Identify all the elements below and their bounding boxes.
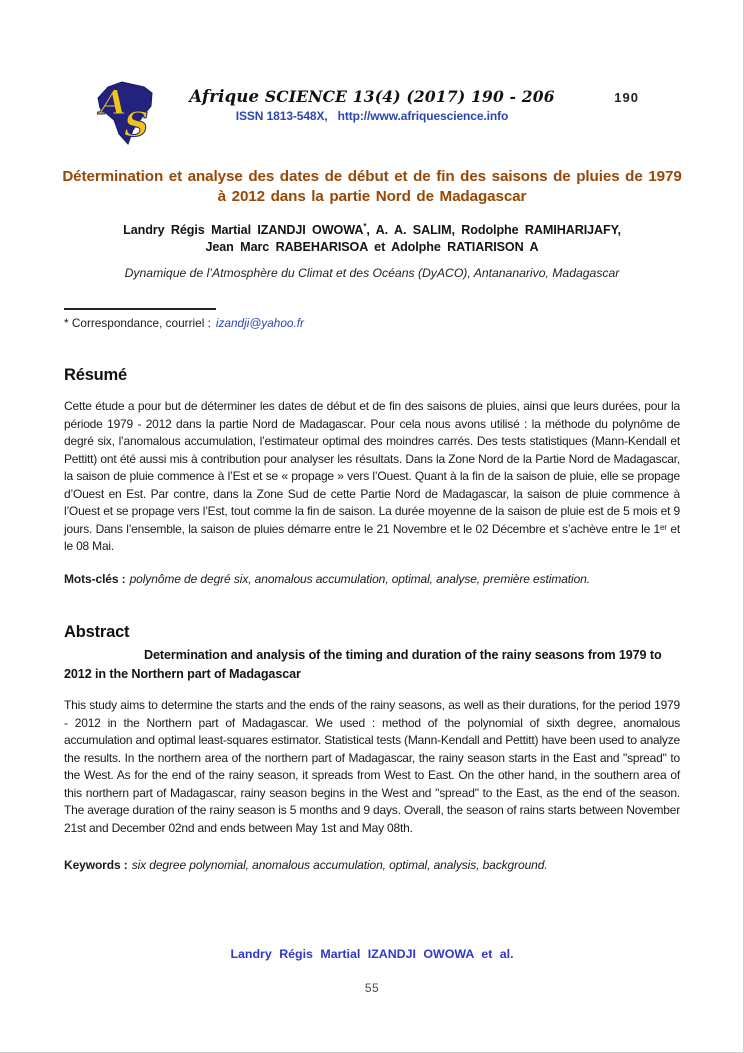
correspondence-asterisk: * — [363, 222, 367, 231]
correspondence-footnote — [64, 316, 680, 330]
abstract-heading: Abstract — [64, 623, 130, 641]
resume-heading: Résumé — [64, 366, 127, 384]
footer-page-number: 55 — [364, 981, 380, 995]
logo-letter-s: S — [124, 105, 149, 145]
article-title: Détermination et analyse des dates de début et de fin des saisons de pluies de 1979 à 2012 dans la partie Nord de Madagascar — [62, 168, 682, 205]
header-page-number: 190 — [614, 90, 639, 105]
journal-name: Afrique — [189, 87, 260, 106]
author-first: Landry Régis Martial IZANDJI OWOWA — [123, 223, 364, 238]
resume-paragraph: Cette étude a pour but de déterminer les dates de début et de fin des saisons de pluies, ainsi que leurs durées, pour la période 1979 - 2012 dans la partie Nord de Madagascar. Pour cela nous avons utilisé : la méthode du polynôme de degré six, l’anomalous accumulation, l’estimateur optimal des moindres carrés. Des tests statistiques (Mann-Kendall et Pettitt) ont été aussi mis à contribution pour analyser les résultats. Dans la Zone Nord de la Partie Nord de Madagascar, la saison de pluie commence à l’Est et se « propage » vers l’Ouest. Quant à la fin de la saison de pluie, elle se propage d’Ouest en Est. Par contre, dans la Zone Sud de cette Partie Nord de Madagascar, la saison de pluie commence à l’Ouest et se propage vers l’Est, tout comme la fin de saison. La durée moyenne de la saison de pluie est de 5 mois et 9 jours. Dans l’ensemble, la saison de pluies démarre entre le 21 Novembre et le 02 Décembre et s’achève entre le 1ᵉʳ et le 08 Mai. — [64, 399, 680, 553]
authors-line2: Jean Marc RABEHARISOA et Adolphe RATIARISON A — [205, 239, 539, 254]
affiliation: Dynamique de l’Atmosphère du Climat et des Océans (DyACO), Antananarivo, Madagascar — [124, 266, 620, 280]
issn-line — [0, 109, 744, 123]
authors-rest-line1: , A. A. SALIM, Rodolphe RAMIHARIJAFY, — [366, 223, 621, 238]
keywords-text: six degree polynomial, anomalous accumulation, optimal, analysis, background. — [131, 858, 548, 872]
mots-cles-label: Mots-clés : — [64, 572, 126, 586]
running-head-authors: Landry Régis Martial IZANDJI OWOWA et al. — [230, 947, 514, 961]
journal-volume-info: SCIENCE 13(4) (2017) 190 - 206 — [259, 87, 555, 106]
keywords-label: Keywords : — [64, 858, 128, 872]
correspondence-email-link[interactable]: izandji@yahoo.fr — [215, 316, 304, 330]
logo-letter-a: A — [100, 83, 127, 123]
correspondence-label: * Correspondance, courriel : — [64, 316, 211, 330]
mots-cles-text: polynôme de degré six, anomalous accumulation, optimal, analyse, première estimation. — [129, 572, 590, 586]
mots-cles-line — [64, 572, 680, 586]
issn-number: ISSN 1813-548X, — [235, 109, 328, 123]
journal-url-link[interactable]: http://www.afriquescience.info — [337, 109, 509, 123]
abstract-subtitle: Determination and analysis of the timing and duration of the rainy seasons from 1979 to 2012 in the Northern part of Madagascar — [64, 648, 662, 681]
authors-line — [62, 219, 682, 255]
footnote-divider — [64, 308, 216, 310]
abstract-paragraph: This study aims to determine the starts and the ends of the rainy seasons, as well as their durations, for the period 1979 - 2012 in the Northern part of Madagascar. We used : method of the polynomial of sixth degree, anomalous accumulation and optimal least-squares estimator. Statistical tests (Mann-Kendall and Pettitt) have been used to analyze the results. In the northern area of the northern part of Madagascar, the rainy season starts in the East and "spread" to the West. As for the end of the rainy season, it spreads from West to East. On the other hand, in the southern area of this northern part of Madagascar, rainy season begins in the West and "spread" to the East, as the end of the season. The average duration of the rainy season is 5 months and 9 days. Overall, the season of rains starts between November 21st and December 02nd and ends between May 1st and May 08th. — [64, 698, 680, 835]
keywords-line — [64, 858, 680, 872]
